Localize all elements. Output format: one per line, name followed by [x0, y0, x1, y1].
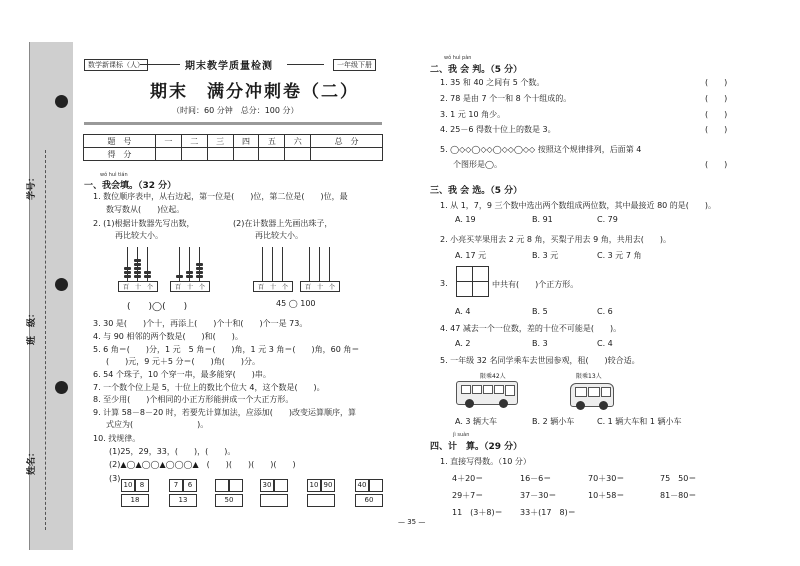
square-figure	[456, 266, 489, 297]
q1b: 数写数从( )位起。	[106, 205, 185, 214]
score-header: 四	[233, 135, 259, 148]
option[interactable]: C. 79	[597, 215, 618, 224]
option[interactable]: B. 91	[532, 215, 553, 224]
choice-q1: 1. 从 1，7，9 三个数中选出两个数组成两位数，其中最接近 80 的是( )。	[440, 201, 717, 210]
exam-time: （时间：60 分钟 总分：100 分）	[172, 106, 299, 115]
answer-paren[interactable]: ( )	[705, 94, 728, 103]
bus-image	[456, 381, 518, 405]
answer-paren[interactable]: ( )	[705, 160, 728, 169]
q10: 10. 找规律。	[93, 434, 141, 443]
grid-cell: 30	[260, 479, 274, 492]
judge-item: 1. 35 和 40 之间有 5 个数。	[440, 78, 545, 87]
judge-item: 5. ◯◇◇◯◇◇◯◇◇◯◇◇ 按照这个规律排列，后面第 4	[440, 145, 642, 154]
judge-item: 2. 78 是由 7 个一和 8 个十组成的。	[440, 94, 572, 103]
abacus-4[interactable]	[300, 245, 340, 290]
judge-item-cont: 个图形是◯。	[453, 160, 502, 169]
place-hundreds: 百	[122, 284, 129, 291]
score-header: 六	[285, 135, 311, 148]
compare-left[interactable]: ( )◯( )	[127, 302, 188, 312]
q8: 8. 至少用( )个相同的小正方形能拼成一个大正方形。	[93, 395, 294, 404]
place-tens: 十	[186, 284, 193, 291]
place-hundreds: 百	[257, 284, 264, 291]
choice-q3: 中共有( )个正方形。	[492, 280, 579, 289]
score-header: 五	[259, 135, 285, 148]
option[interactable]: A. 4	[455, 307, 471, 316]
score-cell[interactable]	[311, 148, 383, 161]
score-cell[interactable]	[181, 148, 207, 161]
pinyin: jì suàn	[453, 432, 470, 438]
score-header: 总 分	[311, 135, 383, 148]
divider	[84, 122, 382, 125]
calc-problem[interactable]: 70＋30＝	[588, 474, 625, 483]
name-label: 姓名：	[27, 447, 37, 475]
option[interactable]: A. 17 元	[455, 251, 487, 260]
page-title: 期末 满分冲刺卷（二）	[150, 82, 359, 102]
page-number: — 35 —	[398, 518, 426, 526]
place-tens: 十	[269, 284, 276, 291]
q10-2: (2)▲◯▲◯◯▲◯◯◯▲ ( )( )( )( )	[109, 460, 296, 469]
place-ones: 个	[329, 284, 336, 291]
judge-item: 3. 1 元 10 角少。	[440, 110, 506, 119]
score-header: 三	[207, 135, 233, 148]
calc-problem[interactable]: 11 (3＋8)＝	[452, 508, 503, 517]
option[interactable]: C. 1 辆大车和 1 辆小车	[597, 417, 682, 426]
score-label: 得 分	[84, 148, 156, 161]
place-ones: 个	[282, 284, 289, 291]
place-tens: 十	[134, 284, 141, 291]
answer-paren[interactable]: ( )	[705, 110, 728, 119]
calc-problem[interactable]: 16－6＝	[520, 474, 552, 483]
place-ones: 个	[199, 284, 206, 291]
choice-q3-num: 3.	[440, 279, 448, 288]
option[interactable]: A. 2	[455, 339, 471, 348]
compare-value-b: 100	[300, 299, 316, 308]
calc-problem[interactable]: 10＋58＝	[588, 491, 625, 500]
compare-right[interactable]: 45 ◯ 100	[276, 299, 316, 308]
binding-hole	[55, 278, 68, 291]
abacus-1	[118, 245, 158, 290]
option[interactable]: A. 3 辆大车	[455, 417, 498, 426]
sub-title: 1. 直接写得数。（10 分）	[440, 457, 531, 466]
answer-paren[interactable]: ( )	[705, 125, 728, 134]
grid-cell[interactable]	[260, 494, 288, 507]
grid-cell: 10	[121, 479, 135, 492]
calc-problem[interactable]: 37－30＝	[520, 491, 557, 500]
place-ones: 个	[147, 284, 154, 291]
option[interactable]: B. 2 辆小车	[532, 417, 575, 426]
score-cell[interactable]	[285, 148, 311, 161]
place-tens: 十	[316, 284, 323, 291]
q2b2: 再比较大小。	[255, 231, 303, 240]
calc-problem[interactable]: 75 50＝	[660, 474, 697, 483]
q2a2: 再比较大小。	[115, 231, 163, 240]
section-3-title: 三、我 会 选。（5 分）	[430, 186, 523, 196]
grid-cell: 8	[135, 479, 149, 492]
option[interactable]: B. 5	[532, 307, 548, 316]
option[interactable]: A. 19	[455, 215, 476, 224]
curriculum-tag: 数学新课标（人）	[84, 59, 148, 71]
pinyin: wǒ huì pàn	[444, 55, 472, 61]
grid-cell: 13	[169, 494, 197, 507]
choice-q4: 4. 47 减去一个一位数，差的十位不可能是( )。	[440, 324, 622, 333]
q9b: 式应为( )。	[106, 420, 209, 429]
section-4-title: 四、计 算。（29 分）	[430, 442, 523, 452]
score-cell[interactable]	[207, 148, 233, 161]
score-cell[interactable]	[259, 148, 285, 161]
grid-cell: 40	[355, 479, 369, 492]
calc-problem[interactable]: 29＋7＝	[452, 491, 484, 500]
grid-cell: 60	[355, 494, 383, 507]
grid-cell: 18	[121, 494, 149, 507]
option[interactable]: B. 3	[532, 339, 548, 348]
q7: 7. 一个数个位上是 5，十位上的数比个位大 4，这个数是( )。	[93, 383, 325, 392]
compare-value-a: 45	[276, 299, 287, 308]
grid-cell[interactable]	[215, 479, 229, 492]
grid-cell[interactable]	[307, 494, 335, 507]
q5: 5. 6 角＝( )分，1 元 5 角＝( )角，1 元 3 角＝( )角，60 角＝	[93, 345, 360, 354]
grid-cell: 90	[321, 479, 335, 492]
judge-item: 4. 25－6 得数十位上的数是 3。	[440, 125, 556, 134]
pinyin: wǒ huì tián	[100, 172, 128, 178]
score-header: 题 号	[84, 135, 156, 148]
abacus-3[interactable]	[253, 245, 293, 290]
van-capacity: 限乘13人	[576, 373, 602, 380]
grid-cell: 50	[215, 494, 243, 507]
q4: 4. 与 90 相邻的两个数是( )和( )。	[93, 332, 243, 341]
score-cell[interactable]	[155, 148, 181, 161]
q5b: ( )元，9 元＋5 分＝( )角( )分。	[106, 357, 260, 366]
van-image	[570, 383, 614, 407]
grid-cell[interactable]	[229, 479, 243, 492]
cut-line	[45, 150, 47, 530]
grid-cell[interactable]	[274, 479, 288, 492]
grid-cell[interactable]	[369, 479, 383, 492]
q3: 3. 30 是( )个十，再添上( )个十和( )个一是 73。	[93, 319, 308, 328]
calc-problem[interactable]: 33＋(17 8)＝	[520, 508, 576, 517]
grid-cell: 10	[307, 479, 321, 492]
score-cell[interactable]	[233, 148, 259, 161]
score-header: 一	[155, 135, 181, 148]
q2b: (2)在计数器上先画出珠子，	[233, 219, 333, 228]
score-table	[83, 134, 383, 161]
choice-q5: 5. 一年级 32 名同学乘车去世园参观，租( )较合适。	[440, 356, 640, 365]
calc-problem[interactable]: 4＋20＝	[452, 474, 484, 483]
option[interactable]: C. 6	[597, 307, 613, 316]
q6: 6. 54 个珠子，10 个穿一串，最多能穿( )串。	[93, 370, 271, 379]
abacus-2	[170, 245, 210, 290]
score-header: 二	[181, 135, 207, 148]
class-label: 班 级：	[27, 308, 37, 345]
student-id-label: 学号：	[27, 172, 37, 200]
q1: 1. 数位顺序表中，从右边起，第一位是( )位，第二位是( )位，最	[93, 192, 348, 201]
calc-problem[interactable]: 81－80＝	[660, 491, 697, 500]
q10-3-label: (3)	[109, 474, 121, 483]
exam-banner: 期末教学质量检测	[185, 61, 273, 72]
grid-cell: 7	[169, 479, 183, 492]
answer-paren[interactable]: ( )	[705, 78, 728, 87]
binding-hole	[55, 95, 68, 108]
banner-rule	[287, 64, 324, 65]
q10-1: (1)25，29，33，( )，( )。	[109, 447, 236, 456]
place-hundreds: 百	[304, 284, 311, 291]
section-1-title: 一、我会填。（32 分）	[84, 181, 177, 191]
q2a: 2. (1)根据计数器先写出数，	[93, 219, 195, 228]
grid-cell: 6	[183, 479, 197, 492]
binding-hole	[55, 381, 68, 394]
section-2-title: 二、我 会 判。（5 分）	[430, 65, 523, 75]
choice-q2: 2. 小亮买苹果用去 2 元 8 角，买梨子用去 9 角，共用去( )。	[440, 235, 671, 244]
grade-tag: 一年级下册	[333, 59, 376, 71]
bus-capacity: 限乘42人	[480, 373, 506, 380]
banner-rule	[140, 64, 180, 65]
option[interactable]: B. 3 元	[532, 251, 559, 260]
option[interactable]: C. 3 元 7 角	[597, 251, 642, 260]
q9: 9. 计算 58－8－20 时，若要先计算加法，应添加( )改变运算顺序，算	[93, 408, 356, 417]
option[interactable]: C. 4	[597, 339, 613, 348]
place-hundreds: 百	[174, 284, 181, 291]
